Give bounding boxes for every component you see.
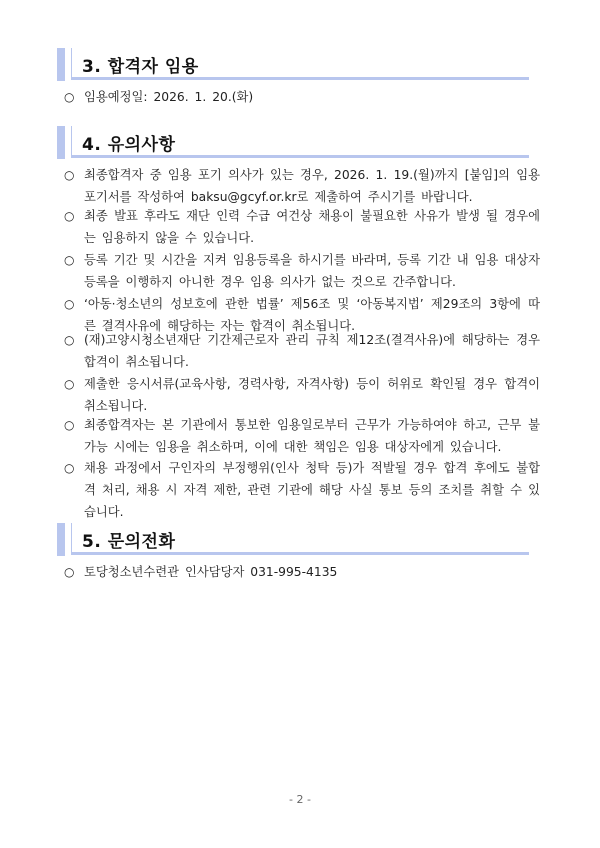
item-text: ‘아동·청소년의 성보호에 관한 법률’ 제56조 및 ‘아동복지법’ 제29조의 3항에 따른 결격사유에 해당하는 자는 합격이 취소됩니다. <box>84 297 540 333</box>
header-accent-block <box>57 523 65 556</box>
section-title: 5. 문의전화 <box>82 532 176 552</box>
list-item <box>64 373 540 417</box>
item-text: 토당청소년수련관 인사담당자 031-995-4135 <box>84 565 338 579</box>
item-text: 채용 과정에서 구인자의 부정행위(인사 청탁 등)가 적발될 경우 합격 후에도 불합격 처리, 채용 시 자격 제한, 관련 기관에 해당 사실 통보 등의 조치를 취할 수 있습니다. <box>84 461 540 519</box>
header-divider-line <box>71 126 72 157</box>
circle-bullet-icon: ○ <box>64 253 75 267</box>
section-header-appointment <box>57 48 529 82</box>
circle-bullet-icon: ○ <box>64 90 75 104</box>
list-item <box>64 249 540 293</box>
item-text: 최종합격자 중 임용 포기 의사가 있는 경우, 2026. 1. 19.(월)까지 [붙임]의 임용포기서를 작성하여 baksu@gcyf.or.kr로 제출하여 주시기를 바랍니다. <box>84 168 540 204</box>
section-title: 3. 합격자 임용 <box>82 57 199 77</box>
header-underline <box>71 155 529 158</box>
list-item <box>64 457 540 523</box>
list-item <box>64 164 540 208</box>
header-accent-block <box>57 126 65 159</box>
page-number: - 2 - <box>289 793 311 806</box>
circle-bullet-icon: ○ <box>64 209 75 223</box>
circle-bullet-icon: ○ <box>64 418 75 432</box>
header-divider-line <box>71 523 72 554</box>
item-text: (재)고양시청소년재단 기간제근로자 관리 규칙 제12조(결격사유)에 해당하는 경우 합격이 취소됩니다. <box>84 333 540 369</box>
section-header-contact <box>57 523 529 557</box>
list-item <box>64 86 540 108</box>
circle-bullet-icon: ○ <box>64 377 75 391</box>
circle-bullet-icon: ○ <box>64 565 75 579</box>
header-divider-line <box>71 48 72 79</box>
circle-bullet-icon: ○ <box>64 297 75 311</box>
item-text: 제출한 응시서류(교육사항, 경력사항, 자격사항) 등이 허위로 확인될 경우 합격이 취소됩니다. <box>84 377 540 413</box>
item-text: 임용예정일: 2026. 1. 20.(화) <box>84 90 254 104</box>
header-underline <box>71 552 529 555</box>
header-underline <box>71 77 529 80</box>
section-title: 4. 유의사항 <box>82 135 176 155</box>
list-item <box>64 205 540 249</box>
item-text: 등록 기간 및 시간을 지켜 임용등록을 하시기를 바라며, 등록 기간 내 임용 대상자 등록을 이행하지 아니한 경우 임용 의사가 없는 것으로 간주합니다. <box>84 253 540 289</box>
section-header-notes <box>57 126 529 160</box>
header-accent-block <box>57 48 65 81</box>
list-item <box>64 561 540 583</box>
item-text: 최종 발표 후라도 재단 인력 수급 여건상 채용이 불필요한 사유가 발생 될 경우에는 임용하지 않을 수 있습니다. <box>84 209 540 245</box>
circle-bullet-icon: ○ <box>64 333 75 347</box>
item-text: 최종합격자는 본 기관에서 통보한 임용일로부터 근무가 가능하여야 하고, 근무 불가능 시에는 임용을 취소하며, 이에 대한 책임은 임용 대상자에게 있습니다. <box>84 418 540 454</box>
list-item <box>64 414 540 458</box>
circle-bullet-icon: ○ <box>64 168 75 182</box>
list-item <box>64 329 540 373</box>
circle-bullet-icon: ○ <box>64 461 75 475</box>
